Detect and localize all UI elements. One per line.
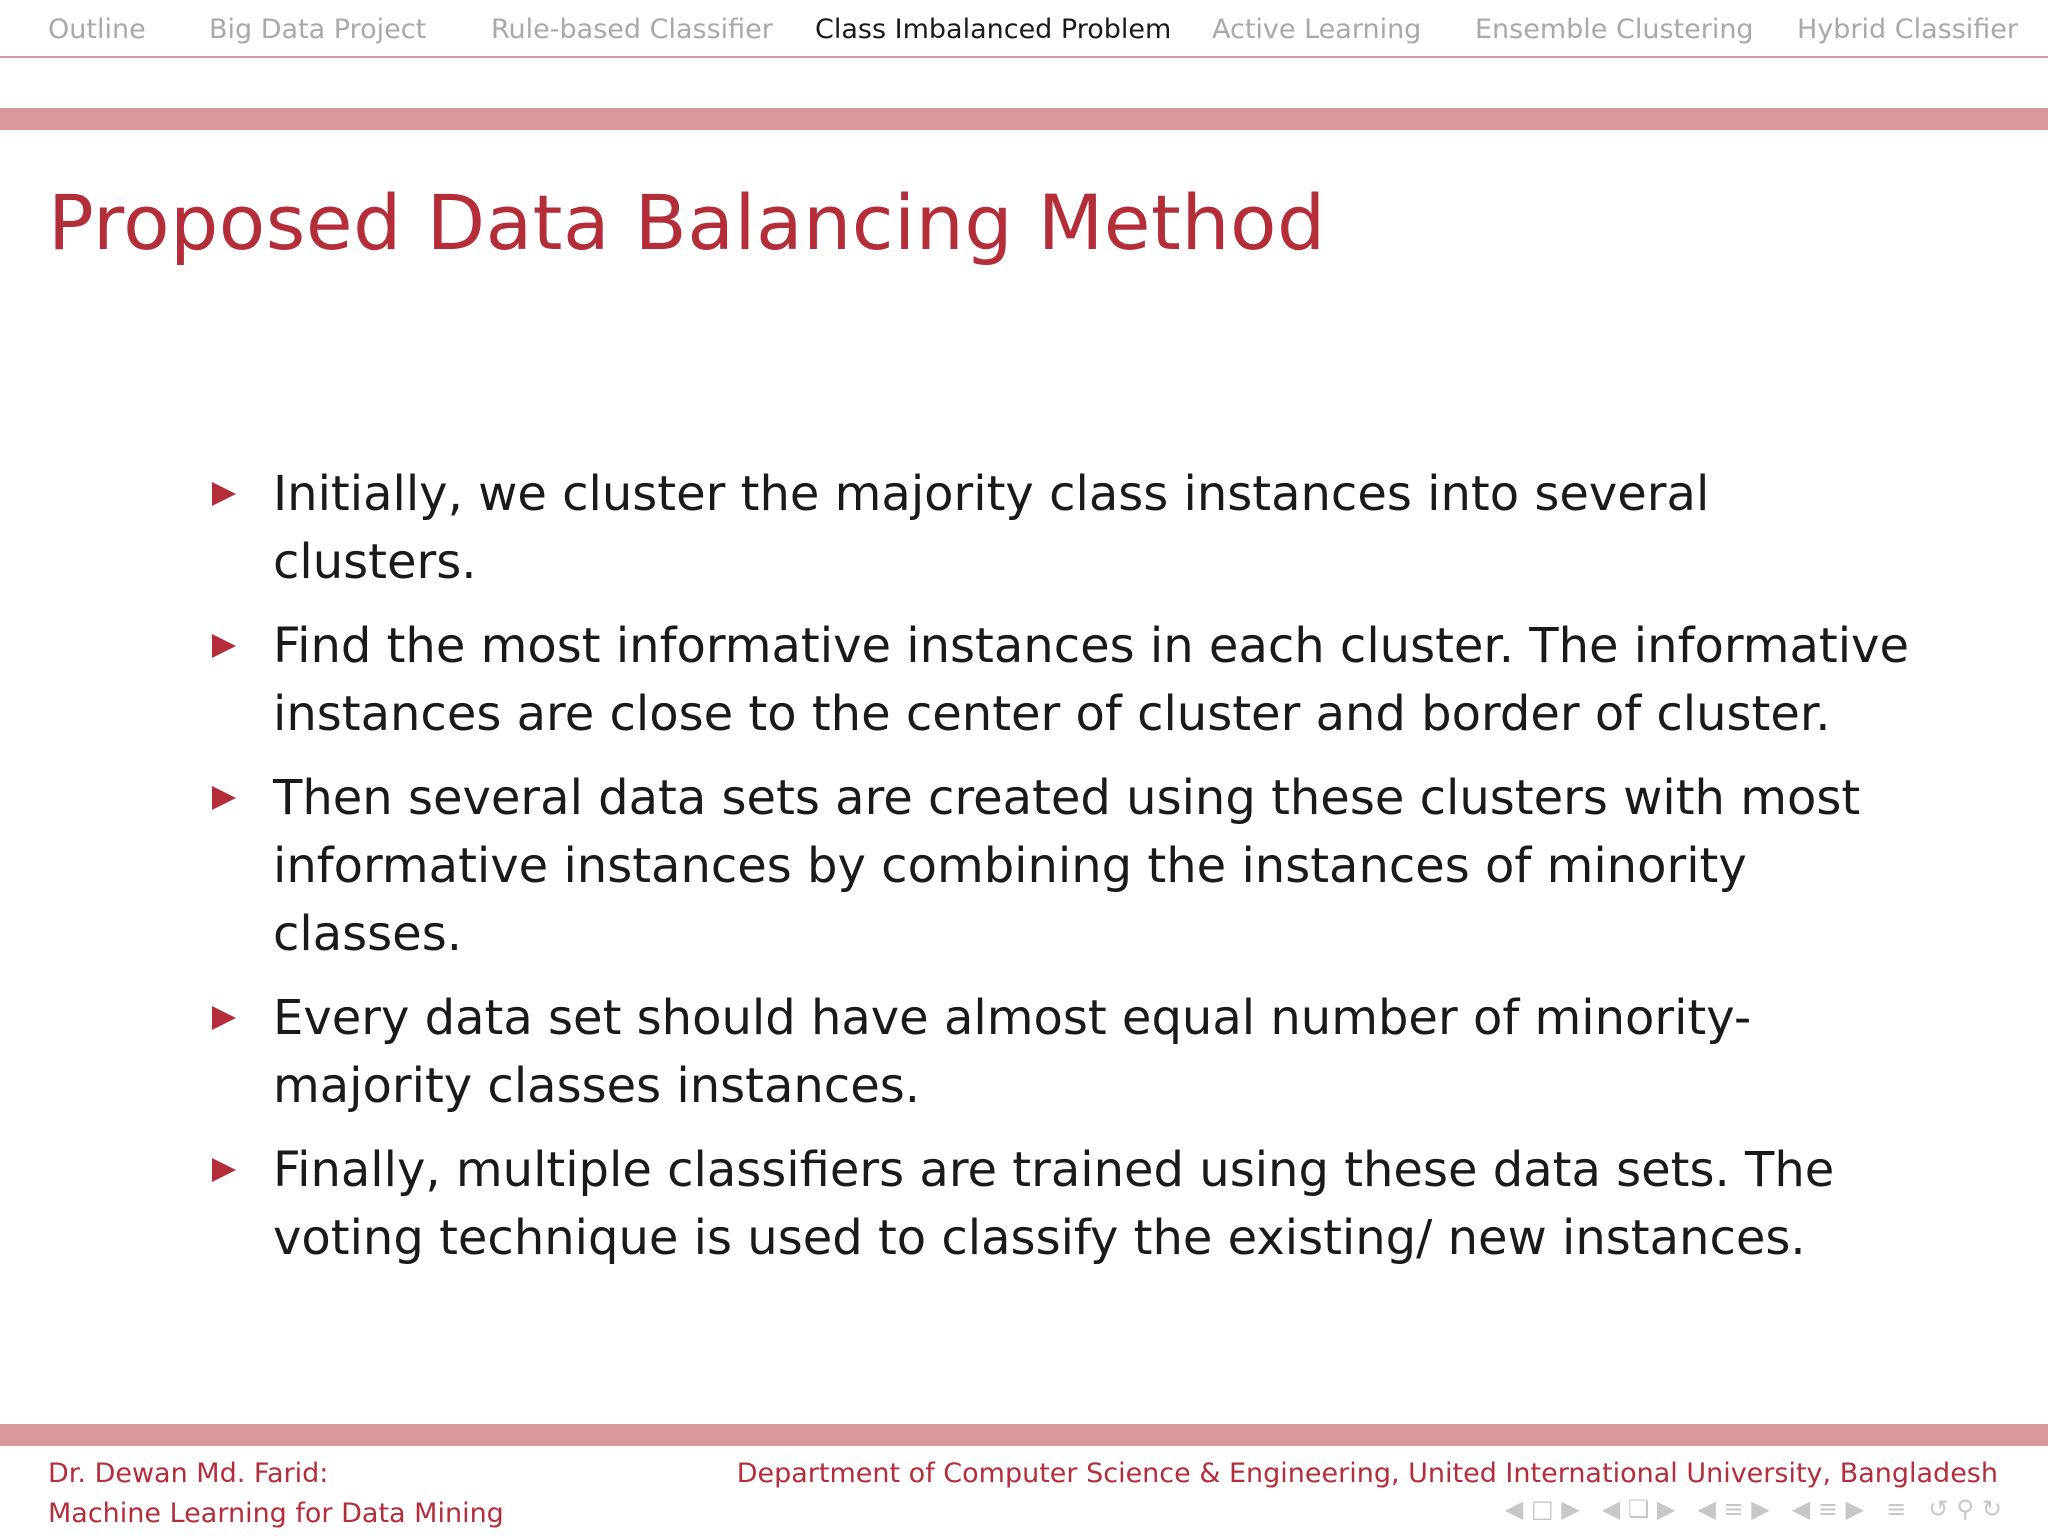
header-band — [0, 108, 2048, 130]
footer-band — [0, 1424, 2048, 1446]
right-arrow-icon[interactable]: ▶ — [1561, 1495, 1580, 1523]
nav-item-active-learning[interactable]: Active Learning — [1212, 14, 1422, 45]
frame-icon[interactable]: □ — [1530, 1495, 1554, 1523]
bullet-text: Initially, we cluster the majority class instances into several clusters. — [273, 466, 1710, 590]
search-icon[interactable]: ⚲ — [1956, 1495, 1974, 1523]
footer-author: Dr. Dewan Md. Farid: — [48, 1458, 329, 1489]
slide-title: Proposed Data Balancing Method — [48, 178, 1326, 267]
bullet-text: Finally, multiple classifiers are trained using these data sets. The voting technique is used to classify the existing/ new instances. — [273, 1142, 1835, 1266]
right-arrow-icon[interactable]: ▶ — [1656, 1495, 1676, 1523]
beamer-navigation-symbols — [1505, 1494, 2002, 1524]
nav-item-big-data-project[interactable]: Big Data Project — [209, 14, 427, 45]
subsection-icon[interactable]: ❏ — [1627, 1495, 1650, 1523]
part-nav-group — [1792, 1494, 1864, 1524]
frame-nav-group — [1505, 1494, 1580, 1524]
bullet-item — [212, 612, 1912, 748]
left-arrow-icon[interactable]: ◀ — [1601, 1495, 1621, 1523]
left-arrow-icon[interactable]: ◀ — [1504, 1495, 1524, 1523]
nav-item-outline[interactable]: Outline — [48, 14, 146, 45]
section-navigation-bar — [0, 0, 2048, 58]
bullet-item — [212, 460, 1912, 596]
bullet-text: Then several data sets are created using these clusters with most informative instances by combining the instances of minority classes. — [273, 770, 1861, 962]
footer-author-block — [48, 1454, 504, 1534]
nav-item-ensemble-clustering[interactable]: Ensemble Clustering — [1475, 14, 1754, 45]
triangle-bullet-icon — [212, 1006, 236, 1030]
nav-item-rule-based-classifier[interactable]: Rule-based Classifier — [491, 14, 773, 45]
bullet-text: Find the most informative instances in each cluster. The informative instances are close to the center of cluster and border of cluster. — [273, 618, 1909, 742]
triangle-bullet-icon — [212, 1158, 236, 1182]
right-arrow-icon[interactable]: ▶ — [1845, 1495, 1865, 1523]
footer-course: Machine Learning for Data Mining — [48, 1498, 504, 1529]
bullet-list — [212, 460, 1912, 1288]
bullet-item — [212, 764, 1912, 968]
nav-item-hybrid-classifier[interactable]: Hybrid Classifier — [1797, 14, 2018, 45]
nav-item-class-imbalanced-problem[interactable]: Class Imbalanced Problem — [815, 14, 1172, 45]
triangle-bullet-icon — [212, 482, 236, 506]
right-arrow-icon[interactable]: ▶ — [1751, 1495, 1770, 1523]
triangle-bullet-icon — [212, 786, 236, 810]
bullet-text: Every data set should have almost equal number of minority-majority classes instances. — [273, 990, 1752, 1114]
left-arrow-icon[interactable]: ◀ — [1697, 1495, 1716, 1523]
redo-icon[interactable]: ↻ — [1981, 1495, 2002, 1523]
bullet-item — [212, 1136, 1912, 1272]
undo-icon[interactable]: ↺ — [1928, 1495, 1949, 1523]
bullet-item — [212, 984, 1912, 1120]
triangle-bullet-icon — [212, 634, 236, 658]
section-nav-group — [1697, 1494, 1769, 1524]
section-icon[interactable]: ≡ — [1817, 1495, 1838, 1523]
left-arrow-icon[interactable]: ◀ — [1791, 1495, 1811, 1523]
align-icon[interactable]: ≡ — [1886, 1495, 1907, 1523]
subsection-nav-group — [1602, 1494, 1676, 1524]
section-icon[interactable]: ≡ — [1723, 1495, 1744, 1523]
footer-department: Department of Computer Science & Engineering, United International University, Bangladesh — [736, 1458, 1998, 1489]
